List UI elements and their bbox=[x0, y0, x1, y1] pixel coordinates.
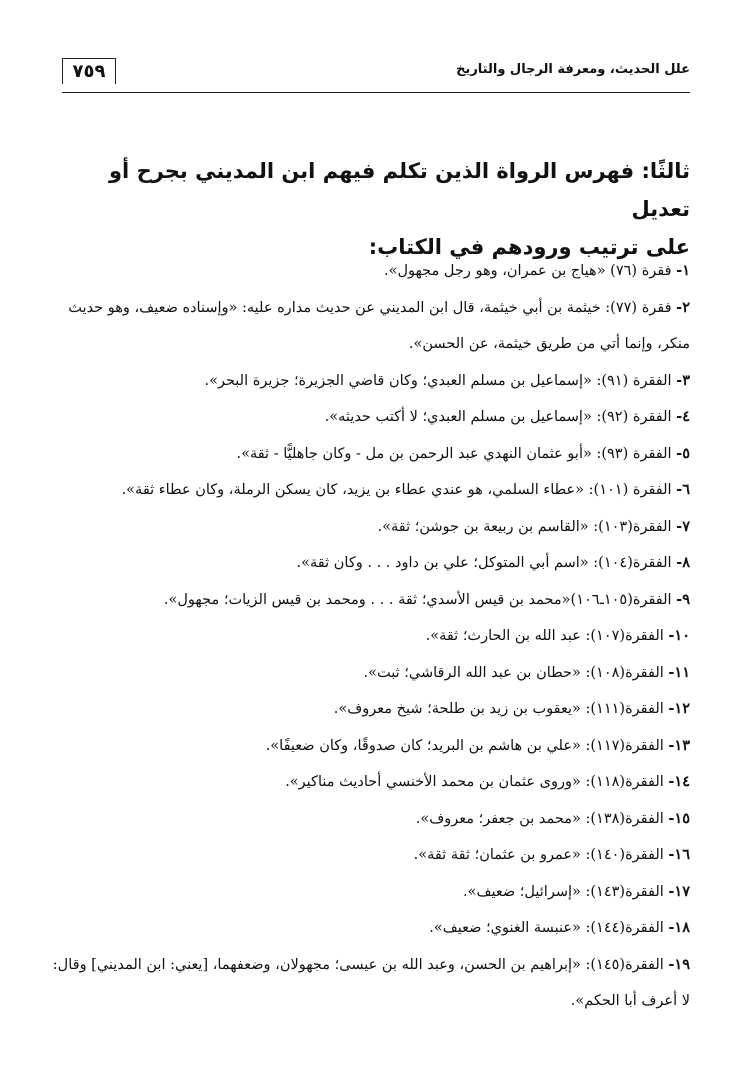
entry-text: فقرة (٧٧): خيثمة بن أبي خيثمة، قال ابن المديني عن حديث مداره عليه: «وإسناده ضعيف، وهو حديث منكر، وإنما أتي من طريق خيثمة، عن الحسن». bbox=[68, 299, 690, 352]
entry-number: ١٢- bbox=[668, 700, 690, 717]
list-item bbox=[40, 436, 690, 473]
list-item bbox=[40, 874, 690, 911]
entry-text: الفقرة(١٣٨): «محمد بن جعفر؛ معروف». bbox=[415, 810, 669, 827]
list-item bbox=[40, 618, 690, 655]
page-header bbox=[62, 52, 690, 93]
entry-text: الفقرة (٩٣): «أبو عثمان النهدي عبد الرحمن بن مل - وكان جاهليًّا - ثقة». bbox=[236, 445, 677, 462]
list-item bbox=[40, 801, 690, 838]
list-item bbox=[40, 910, 690, 947]
heading-line-2: على ترتيب ورودهم في الكتاب: bbox=[368, 235, 690, 259]
entry-number: ٦- bbox=[676, 481, 690, 498]
entry-text: الفقرة(١١٨): «وروى عثمان بن محمد الأخنسي أحاديث مناكير». bbox=[285, 774, 669, 790]
heading-line-1: ثالثًا: فهرس الرواة الذين تكلم فيهم ابن المديني بجرح أو تعديل bbox=[109, 159, 690, 221]
entry-number: ١٤- bbox=[668, 773, 690, 790]
list-item bbox=[40, 509, 690, 546]
entry-number: ١٥- bbox=[668, 809, 690, 827]
entry-text: الفقرة(١٠٣): «القاسم بن ربيعة بن جوشن؛ ثقة». bbox=[377, 518, 677, 535]
list-item bbox=[40, 582, 690, 619]
entry-number: ١٦- bbox=[668, 846, 690, 863]
list-item bbox=[40, 545, 690, 582]
entry-number: ١- bbox=[676, 262, 690, 279]
list-item bbox=[40, 837, 690, 874]
entry-number: ١٩- bbox=[668, 955, 690, 973]
list-item bbox=[40, 947, 690, 1020]
entry-number: ٧- bbox=[676, 517, 690, 535]
entry-text: الفقرة(١٠٥ـ١٠٦)«محمد بن قيس الأسدي؛ ثقة . . . ومحمد بن قيس الزيات؛ مجهول». bbox=[163, 591, 677, 608]
entry-number: ٤- bbox=[676, 408, 690, 425]
entry-text: الفقرة (١٠١): «عطاء السلمي، هو عندي عطاء بن يزيد، كان يسكن الرملة، وكان عطاء ثقة». bbox=[121, 482, 677, 498]
entry-number: ١١- bbox=[668, 663, 690, 681]
entry-number: ١٨- bbox=[668, 919, 690, 936]
entry-text: الفقرة(١٤٣): «إسرائيل؛ ضعيف». bbox=[463, 883, 669, 900]
entry-text: الفقرة(١٠٨): «حطان بن عبد الله الرقاشي؛ ثبت». bbox=[363, 664, 669, 681]
entry-number: ٩- bbox=[676, 590, 690, 608]
page-number: ٧٥٩ bbox=[62, 58, 116, 84]
list-item bbox=[40, 655, 690, 692]
list-item bbox=[40, 691, 690, 728]
entry-text: الفقرة(١٤٤): «عنبسة الغنوي؛ ضعيف». bbox=[429, 920, 669, 936]
entry-number: ٢- bbox=[676, 298, 690, 316]
entry-text: الفقرة (٩١): «إسماعيل بن مسلم العبدي؛ وكان قاضي الجزيرة؛ جزيرة البحر». bbox=[204, 372, 677, 389]
list-item bbox=[40, 472, 690, 509]
list-item bbox=[40, 399, 690, 436]
entry-text: الفقرة(١٠٧): عبد الله بن الحارث؛ ثقة». bbox=[425, 628, 669, 644]
entry-text: فقرة (٧٦) «هياج بن عمران، وهو رجل مجهول». bbox=[383, 263, 677, 279]
list-item bbox=[40, 253, 690, 290]
entry-text: الفقرة(١١١): «يعقوب بن زيد بن طلحة؛ شيخ معروف». bbox=[333, 701, 669, 717]
entry-number: ٣- bbox=[676, 371, 690, 389]
narrators-index-list bbox=[40, 253, 690, 1020]
section-heading bbox=[80, 152, 690, 266]
entry-number: ٨- bbox=[676, 554, 690, 571]
entry-number: ١٣- bbox=[668, 736, 690, 754]
entry-text: الفقرة(١٤٠): «عمرو بن عثمان؛ ثقة ثقة». bbox=[413, 847, 669, 863]
running-title: علل الحديث، ومعرفة الرجال والتاريخ bbox=[456, 62, 690, 77]
list-item bbox=[40, 764, 690, 801]
entry-text: الفقرة(١١٧): «علي بن هاشم بن البريد؛ كان صدوقًا، وكان ضعيفًا». bbox=[265, 737, 669, 754]
entry-text: الفقرة(١٠٤): «اسم أبي المتوكل؛ علي بن داود . . . وكان ثقة». bbox=[296, 555, 677, 571]
entry-text: الفقرة (٩٢): «إسماعيل بن مسلم العبدي؛ لا أكتب حديثه». bbox=[324, 409, 677, 425]
list-item bbox=[40, 363, 690, 400]
entry-number: ١٠- bbox=[668, 627, 690, 644]
list-item bbox=[40, 728, 690, 765]
list-item bbox=[40, 290, 690, 363]
entry-number: ١٧- bbox=[668, 882, 690, 900]
entry-number: ٥- bbox=[676, 444, 690, 462]
entry-text: الفقرة(١٤٥): «إبراهيم بن الحسن، وعبد الله بن عيسى؛ مجهولان، وضعفهما، [يعني: ابن المديني] وقال: لا أعرف أبا الحكم». bbox=[52, 956, 690, 1009]
